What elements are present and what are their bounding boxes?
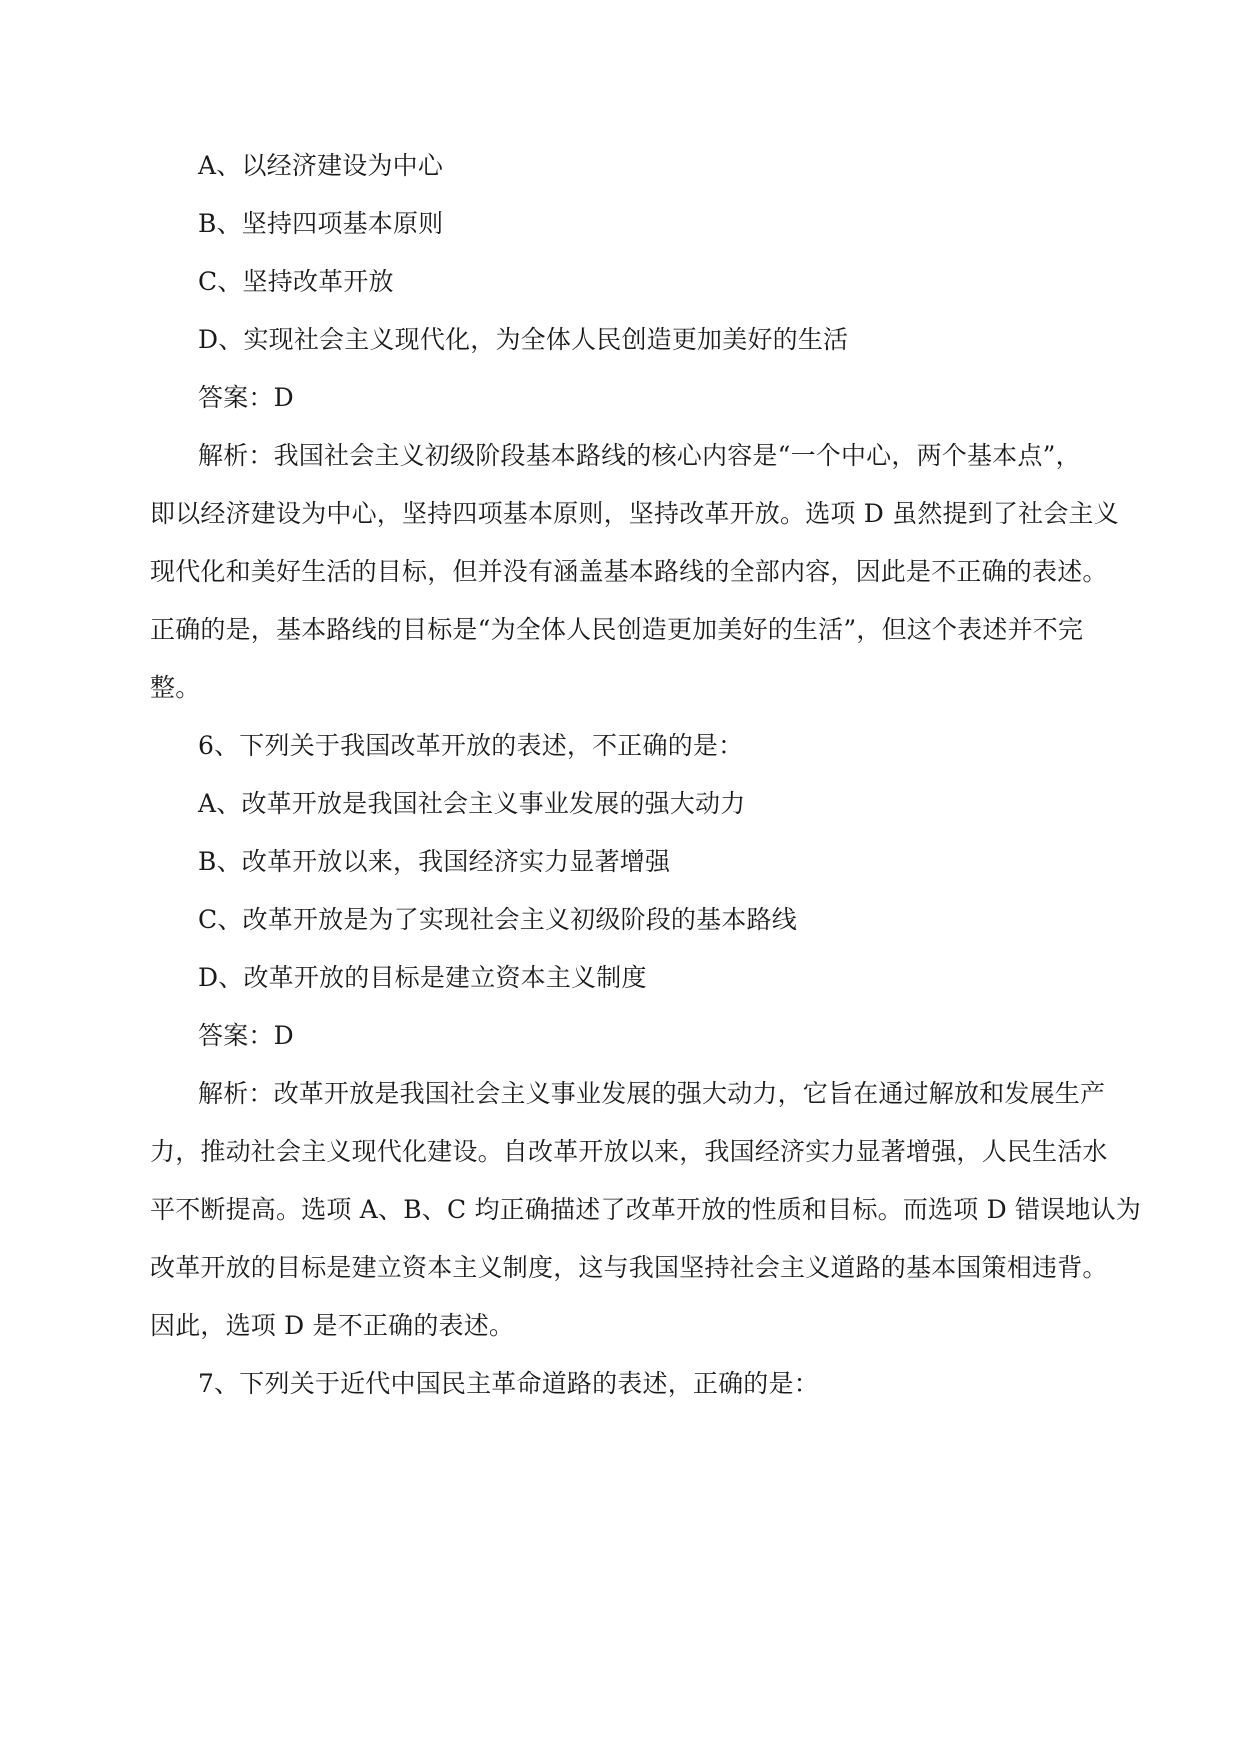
q5-option-d: D、实现社会主义现代化，为全体人民创造更加美好的生活 — [198, 325, 849, 354]
q6-option-a: A、改革开放是我国社会主义事业发展的强大动力 — [198, 789, 746, 818]
q6-explanation-line: 解析：改革开放是我国社会主义事业发展的强大动力，它旨在通过解放和发展生产 — [198, 1079, 1106, 1108]
q6-option-d: D、改革开放的目标是建立资本主义制度 — [198, 963, 647, 992]
q6-answer: 答案：D — [198, 1021, 294, 1050]
q5-option-a: A、以经济建设为中心 — [198, 151, 444, 180]
q6-question: 6、下列关于我国改革开放的表述，不正确的是： — [198, 731, 744, 760]
q5-option-b: B、坚持四项基本原则 — [198, 209, 444, 238]
q6-option-c: C、改革开放是为了实现社会主义初级阶段的基本路线 — [198, 905, 797, 934]
q6-explanation-line: 因此，选项 D 是不正确的表述。 — [150, 1311, 515, 1340]
q5-explanation-line: 正确的是，基本路线的目标是“为全体人民创造更加美好的生活”，但这个表述并不完 — [150, 615, 1084, 644]
q5-explanation-line: 现代化和美好生活的目标，但并没有涵盖基本路线的全部内容，因此是不正确的表述。 — [150, 557, 1108, 586]
q7-question: 7、下列关于近代中国民主革命道路的表述，正确的是： — [198, 1369, 819, 1398]
q5-explanation-line: 即以经济建设为中心，坚持四项基本原则，坚持改革开放。选项 D 虽然提到了社会主义 — [150, 499, 1119, 528]
q6-explanation-line: 平不断提高。选项 A、B、C 均正确描述了改革开放的性质和目标。而选项 D 错误地认为 — [150, 1195, 1141, 1224]
q5-explanation-line: 解析：我国社会主义初级阶段基本路线的核心内容是“一个中心，两个基本点”， — [198, 441, 1081, 470]
q6-explanation-line: 改革开放的目标是建立资本主义制度，这与我国坚持社会主义道路的基本国策相违背。 — [150, 1253, 1108, 1282]
q6-option-b: B、改革开放以来，我国经济实力显著增强 — [198, 847, 671, 876]
q5-explanation-line: 整。 — [150, 673, 201, 702]
q5-answer: 答案：D — [198, 383, 294, 412]
q5-option-c: C、坚持改革开放 — [198, 267, 394, 296]
q6-explanation-line: 力，推动社会主义现代化建设。自改革开放以来，我国经济实力显著增强，人民生活水 — [150, 1137, 1108, 1166]
